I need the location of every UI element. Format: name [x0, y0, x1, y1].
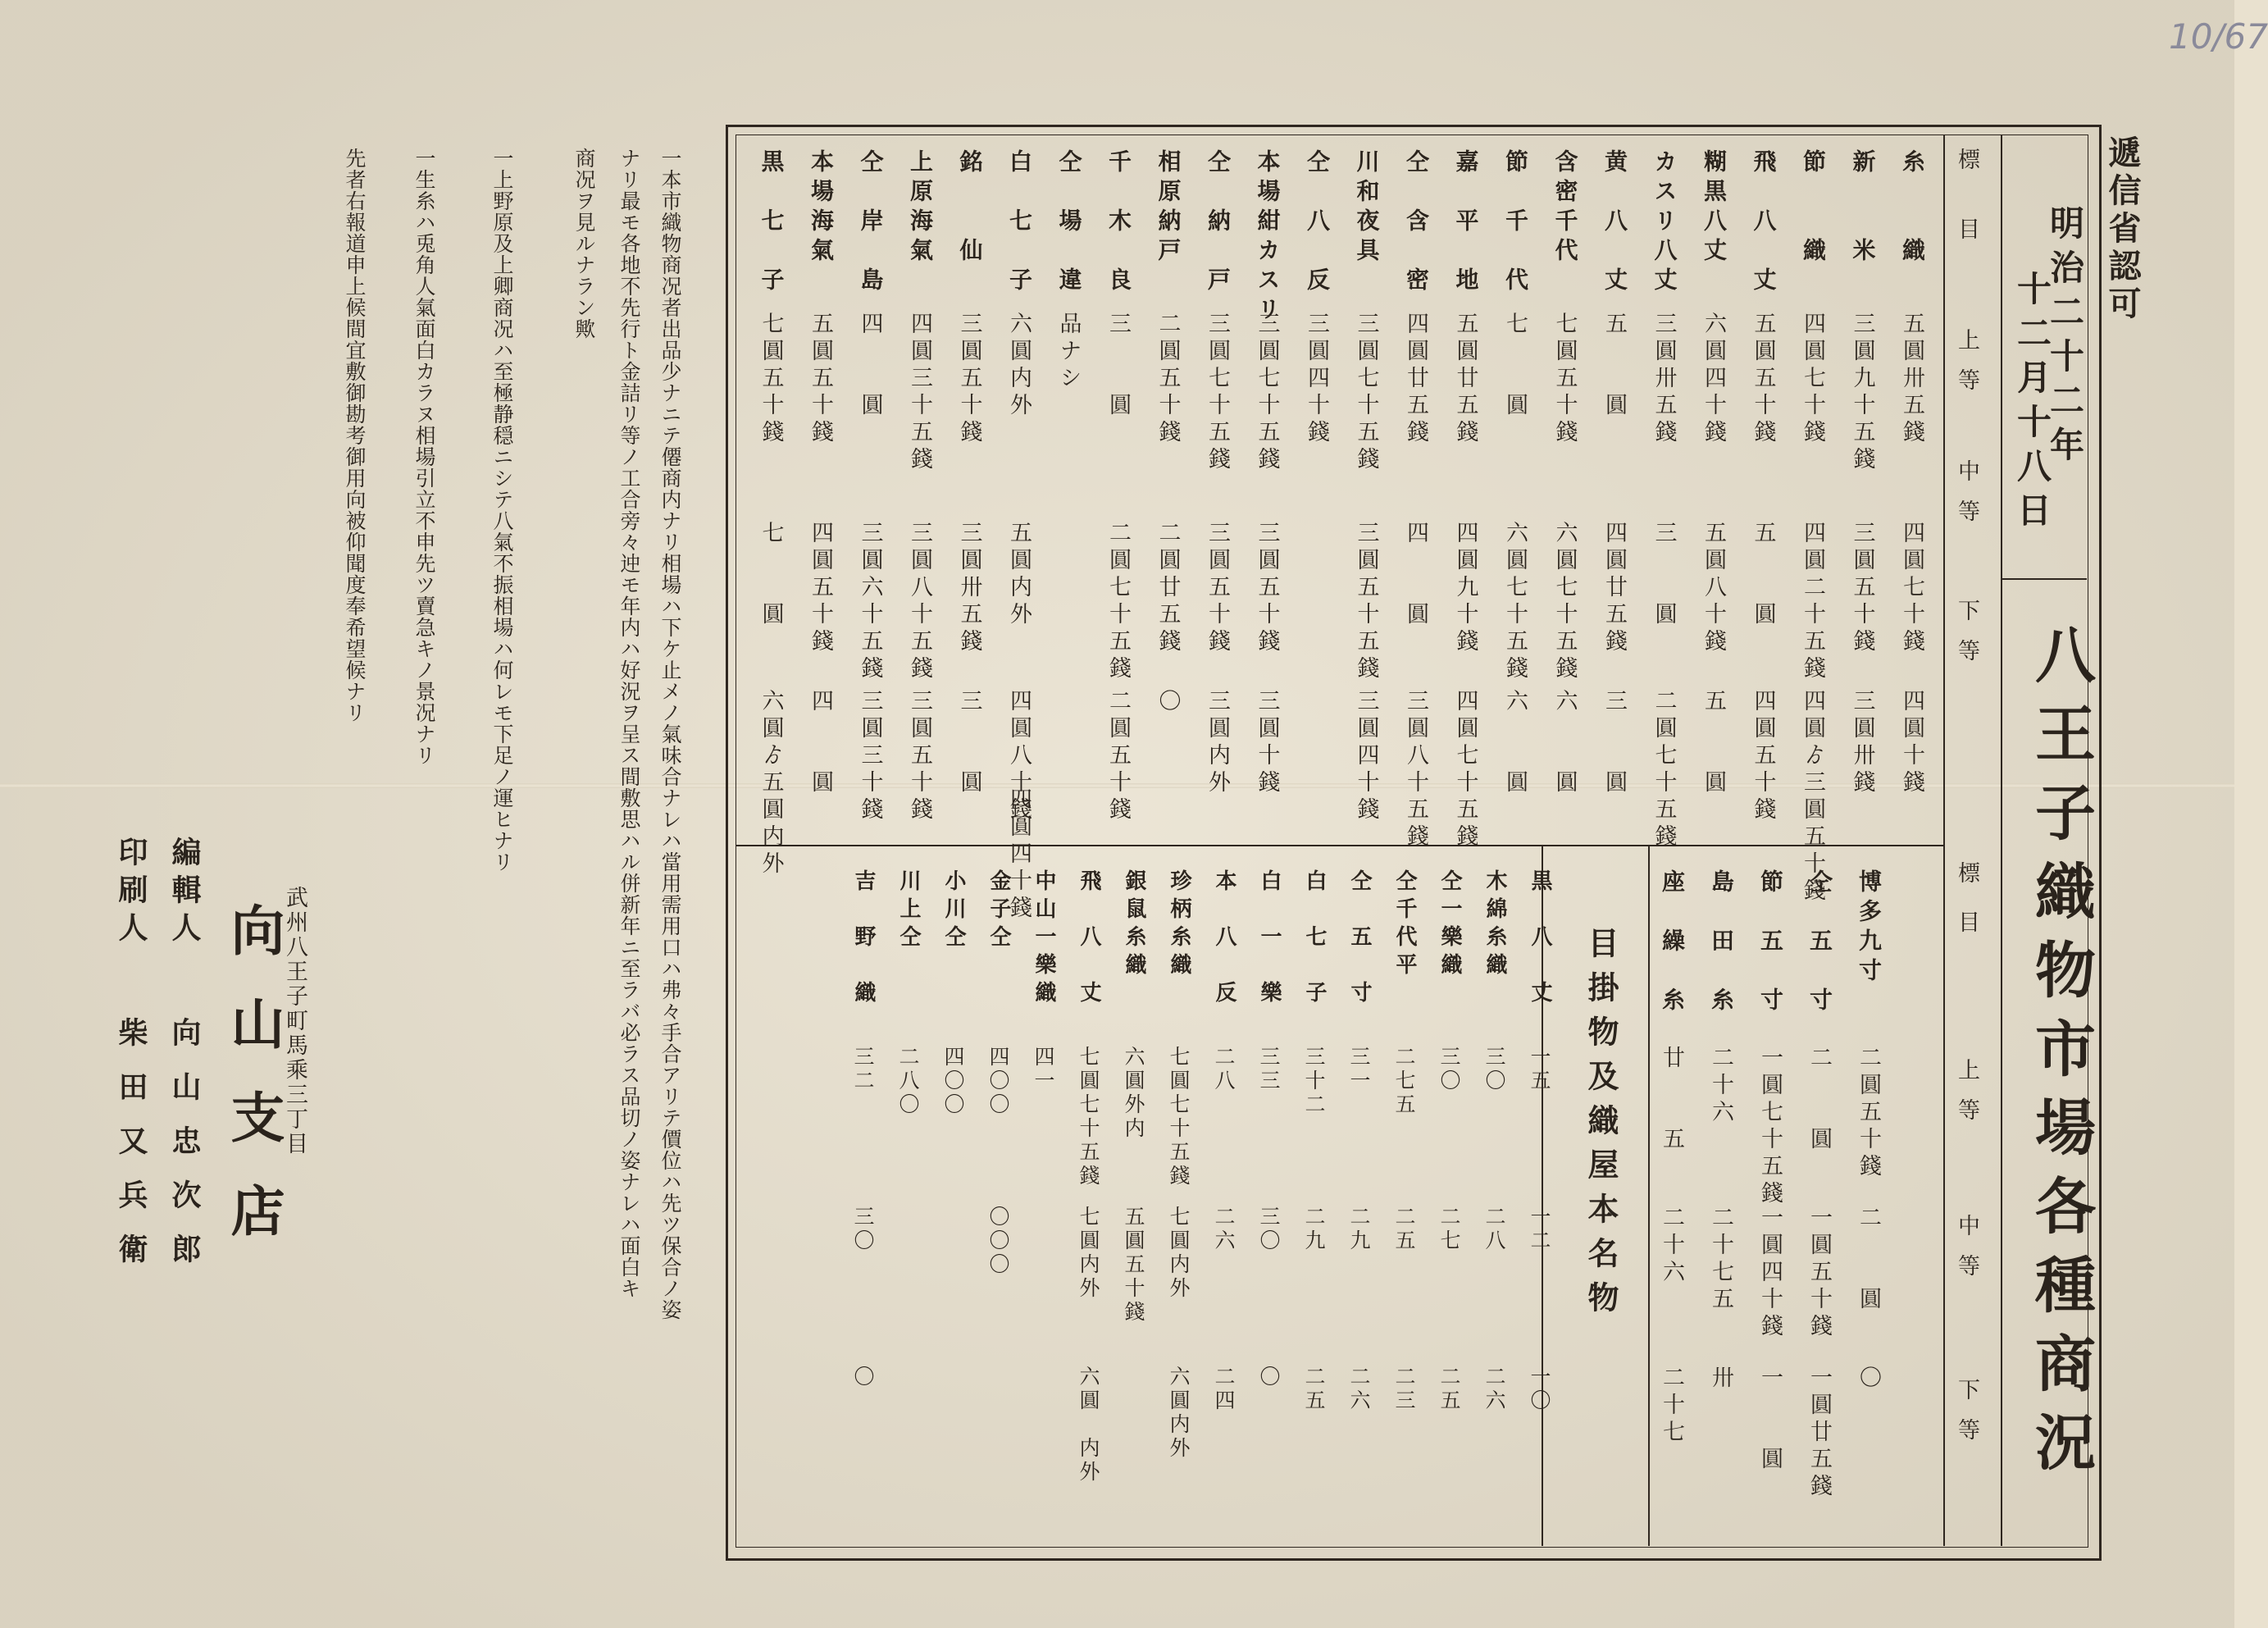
- lower-left-row-name: 仝千代平: [1392, 869, 1417, 981]
- lower-left-row-value: 二八〇: [896, 1046, 920, 1117]
- upper-row-value: 三圓九十五錢: [1849, 312, 1875, 474]
- note-line: 一本市織物商况者出品少ナニテ僊商内ナリ相場ハ下ケ止メノ氣味合ナレハ當用需用口ハ弗々手合アリテ價位ハ先ツ保合ノ姿: [658, 148, 682, 1320]
- lower-left-row-value: 二六: [1482, 1366, 1506, 1413]
- upper-row-name: 糊黒八丈: [1701, 149, 1728, 267]
- lower-left-row-name: 飛 八 丈: [1077, 869, 1101, 1009]
- lower-left-row-name: 白 一 樂: [1257, 869, 1282, 1009]
- lower-left-row-name: 中山一樂織: [1032, 869, 1056, 1009]
- note-line: 一上野原及上卿商况ハ至極静穏ニシテ八氣不振相場ハ何レモ下足ノ運ヒナリ: [490, 148, 514, 873]
- upper-row-value: 六 圓: [1551, 689, 1578, 797]
- lower-right-row-value: 一圓四十錢: [1757, 1206, 1783, 1341]
- lower-header-cell: 上等: [1954, 1058, 1979, 1138]
- upper-row-value: 五圓八十錢: [1701, 521, 1726, 656]
- upper-row-value: 五圓五十錢: [808, 312, 833, 447]
- printer-name: 柴田又兵衛: [114, 1017, 148, 1288]
- upper-row-name: 節 織: [1800, 149, 1827, 267]
- lower-left-row-value: 二九: [1302, 1206, 1326, 1253]
- lower-header-cell: 中等: [1954, 1214, 1979, 1294]
- upper-header-cell: 目: [1954, 217, 1979, 258]
- upper-row-name: 黒 七 子: [758, 149, 786, 297]
- upper-row-value: 三圓六十五錢: [857, 521, 883, 683]
- lower-left-row-value: 六圓 内外: [1077, 1366, 1100, 1484]
- section-divider: [736, 845, 1943, 846]
- upper-row-value: 三圓十錢: [1254, 689, 1280, 797]
- upper-row-value: 五圓五十錢: [1750, 312, 1776, 447]
- upper-row-name: 仝 納 戸: [1205, 149, 1232, 297]
- upper-row-value: 四圓九十錢: [1452, 521, 1478, 656]
- upper-row-value: 三圓五十錢: [907, 689, 932, 824]
- upper-row-value: 四 圓: [1403, 521, 1428, 629]
- upper-row-value: 三圓内外: [1205, 689, 1230, 797]
- date-era: 明治二十二年: [2045, 205, 2085, 471]
- upper-row-value: 三圓四十錢: [1304, 312, 1329, 447]
- upper-row-value: 七 圓: [1502, 312, 1528, 420]
- upper-row-value: 六圓七十五錢: [1502, 521, 1528, 683]
- lower-left-row-value: 二五: [1392, 1206, 1416, 1253]
- upper-row-name: 銘 仙: [956, 149, 984, 267]
- upper-row-value: 三 圓: [1651, 521, 1677, 629]
- pencil-mark: 10/67: [2169, 16, 2268, 57]
- lower-right-row-value: 一 圓: [1757, 1366, 1783, 1474]
- lower-left-row-value: 六圓内外: [1167, 1366, 1191, 1461]
- upper-row-name: 白 七 子: [1006, 149, 1033, 297]
- lower-header-cell: 標: [1954, 861, 1979, 901]
- lower-left-row-value: 七圓七十五錢: [1077, 1046, 1100, 1188]
- lower-left-row-value: 七圓内外: [1167, 1206, 1191, 1301]
- title-divider: [2001, 135, 2002, 1546]
- lower-left-row-value: 三〇: [1257, 1206, 1281, 1253]
- upper-row-name: 仝 岸 島: [857, 149, 885, 297]
- lower-right-row-value: 一圓五十錢: [1806, 1206, 1832, 1341]
- upper-row-name: 飛 八 丈: [1750, 149, 1778, 297]
- upper-row-value: 〇: [1154, 689, 1181, 716]
- printer-label: 印刷人: [114, 837, 148, 950]
- upper-row-value: 三圓卅五錢: [956, 521, 982, 656]
- lower-left-row-value: 二七: [1437, 1206, 1461, 1253]
- upper-row-name: 新 米: [1849, 149, 1877, 267]
- upper-row-value: 四圓廿五錢: [1403, 312, 1428, 447]
- lower-right-row-name: 節 五 寸: [1757, 869, 1784, 1017]
- upper-row-value: 三圓五十錢: [1254, 521, 1280, 656]
- lower-right-row-value: 二 圓: [1856, 1206, 1881, 1314]
- header-divider: [1943, 135, 1945, 1546]
- lower-left-row-value: 一二: [1528, 1206, 1551, 1253]
- lower-left-row-value: 二五: [1437, 1366, 1461, 1413]
- upper-row-value: 四圓二十五錢: [1800, 521, 1825, 683]
- upper-row-name: 本場海氣: [808, 149, 835, 267]
- lower-left-row-value: 二六: [1212, 1206, 1236, 1253]
- upper-row-value: 三圓八十五錢: [907, 521, 932, 683]
- upper-row-value: 品ナシ: [1055, 312, 1082, 393]
- publisher-name: 向山支店: [221, 902, 285, 1276]
- lower-left-row-value: 三〇: [851, 1206, 875, 1253]
- upper-row-name: 嘉 平 地: [1452, 149, 1480, 297]
- lower-left-row-name: 木綿糸織: [1482, 869, 1507, 981]
- lower-left-row-name: 川上仝: [896, 869, 921, 953]
- lower-left-row-value: 一五: [1528, 1046, 1551, 1093]
- lower-left-row-value: 三〇: [1437, 1046, 1461, 1093]
- upper-row-name: 黄 八 丈: [1601, 149, 1628, 297]
- upper-row-name: 仝 含 密: [1403, 149, 1430, 297]
- upper-row-name: 仝 八 反: [1304, 149, 1331, 297]
- lower-left-row-value: 三二: [851, 1046, 875, 1093]
- note-line: ナリ最モ各地不先行ト金詰リ等ノ工合旁々迚モ年内ハ好況ヲ呈ス間敷思ハル併新年ニ至ラバ必ラス品切ノ姿ナレハ面白キ: [617, 148, 641, 1299]
- lower-left-row-value: 〇〇〇: [986, 1206, 1010, 1277]
- lower-left-row-name: 白 七 子: [1302, 869, 1327, 1009]
- upper-row-value: 三圓五十錢: [956, 312, 982, 447]
- upper-header-cell: 上等: [1954, 328, 1979, 408]
- lower-right-row-value: 二十七: [1659, 1366, 1684, 1447]
- editor-name: 向山忠次郎: [167, 1017, 202, 1288]
- lower-left-row-value: 〇: [1257, 1366, 1281, 1389]
- upper-row-value: 四圓四十錢: [1006, 787, 1032, 923]
- upper-row-value: 五 圓: [1701, 689, 1726, 797]
- upper-row-value: 三圓三十錢: [857, 689, 883, 824]
- lower-right-row-value: 二十六: [1659, 1206, 1684, 1287]
- upper-row-value: 四圓七十五錢: [1452, 689, 1478, 851]
- lower-section-title: 目掛物及織屋本名物: [1583, 927, 1619, 1325]
- upper-row-value: 三 圓: [1105, 312, 1131, 420]
- lower-left-row-value: 四〇〇: [941, 1046, 965, 1117]
- lower-left-row-name: 銀鼠糸織: [1122, 869, 1146, 981]
- lower-header-cell: 下等: [1954, 1378, 1979, 1458]
- upper-row-value: 四圓十錢: [1899, 689, 1924, 797]
- upper-row-value: 三圓七十五錢: [1205, 312, 1230, 474]
- upper-row-value: 三圓八十五錢: [1403, 689, 1428, 851]
- upper-row-value: 三圓五十錢: [1205, 521, 1230, 656]
- upper-row-name: 節 千 代: [1502, 149, 1529, 297]
- lower-left-row-value: 二七五: [1392, 1046, 1416, 1117]
- upper-row-value: 七圓五十錢: [1551, 312, 1578, 447]
- upper-row-value: 五 圓: [1601, 312, 1627, 420]
- upper-row-value: 四圓八十錢: [1006, 689, 1032, 824]
- lower-right-row-name: 座 繰 糸: [1659, 869, 1686, 1017]
- lower-left-row-value: 二六: [1347, 1366, 1371, 1413]
- upper-row-value: 三圓卅錢: [1849, 689, 1875, 797]
- lower-left-row-value: 七圓内外: [1077, 1206, 1100, 1301]
- date-divider: [2001, 578, 2087, 580]
- upper-row-value: 三圓四十錢: [1353, 689, 1379, 824]
- upper-row-value: 六 圓: [1502, 689, 1528, 797]
- upper-row-value: 四圓廿五錢: [1601, 521, 1627, 656]
- lower-left-row-value: 五圓五十錢: [1122, 1206, 1145, 1325]
- lower-left-row-name: 金子仝: [986, 869, 1011, 953]
- lower-left-row-name: 仝 五 寸: [1347, 869, 1372, 1009]
- lower-left-row-value: 二九: [1347, 1206, 1371, 1253]
- lower-header-cell: 目: [1954, 910, 1979, 951]
- lower-left-row-value: 〇: [851, 1366, 875, 1389]
- upper-row-value: 三 圓: [956, 689, 982, 797]
- lower-left-row-value: 二三: [1392, 1366, 1416, 1413]
- upper-row-value: 三圓七十五錢: [1353, 312, 1379, 474]
- lower-right-row-value: 二十六: [1708, 1046, 1733, 1127]
- lower-right-row-name: 仝 五 寸: [1806, 869, 1833, 1017]
- note-line: 一生糸ハ兎角人氣面白カラヌ相場引立不申先ツ賣急キノ景况ナリ: [412, 148, 436, 766]
- lower-right-row-value: 二 圓: [1806, 1046, 1832, 1154]
- approval-text: 遞信省認可: [2103, 135, 2142, 324]
- page-title: 八王子織物市場各種商況: [2025, 623, 2096, 1489]
- lower-left-row-value: 六圓外内: [1122, 1046, 1145, 1141]
- upper-header-cell: 下等: [1954, 599, 1979, 679]
- upper-row-value: 七 圓: [758, 521, 784, 629]
- note-line: 先者右報道申上候間宜敷御勘考御用向被仰聞度奉希望候ナリ: [343, 148, 367, 723]
- lower-left-row-name: 仝一樂織: [1437, 869, 1462, 981]
- upper-row-value: 二圓七十五錢: [1651, 689, 1677, 851]
- upper-row-value: 五圓卅五錢: [1899, 312, 1924, 447]
- upper-row-value: 二圓五十錢: [1154, 312, 1181, 447]
- upper-row-name: 川和夜具: [1353, 149, 1381, 267]
- lower-left-row-value: 二八: [1482, 1206, 1506, 1253]
- upper-row-value: 三 圓: [1601, 689, 1627, 797]
- upper-row-value: 三圓卅五錢: [1651, 312, 1677, 447]
- lower-left-row-value: 二八: [1212, 1046, 1236, 1093]
- upper-row-value: 五圓廿五錢: [1452, 312, 1478, 447]
- lower-right-row-value: 廿 五: [1659, 1046, 1684, 1154]
- upper-row-value: 四圓三十五錢: [907, 312, 932, 474]
- upper-row-value: 四圓七十錢: [1800, 312, 1825, 447]
- lower-right-row-value: 卅: [1708, 1366, 1733, 1393]
- upper-row-value: 四圓五十錢: [808, 521, 833, 656]
- lower-right-row-value: 二圓五十錢: [1856, 1046, 1881, 1181]
- upper-row-value: 六圓ゟ五圓内外: [758, 689, 784, 878]
- upper-row-value: 五圓内外: [1006, 521, 1032, 629]
- upper-row-value: 六圓内外: [1006, 312, 1032, 420]
- upper-row-value: 六圓七十五錢: [1551, 521, 1578, 683]
- lower-left-row-value: 四一: [1032, 1046, 1055, 1093]
- lower-left-row-name: 小川仝: [941, 869, 966, 953]
- publisher-address: 武州八王子町馬乘三丁目: [282, 886, 307, 1156]
- lower-right-row-value: 一圓廿五錢: [1806, 1366, 1832, 1501]
- upper-row-name: カスリ八丈: [1651, 149, 1678, 297]
- upper-row-name: 相原納戸: [1154, 149, 1182, 267]
- lower-right-row-value: 〇: [1856, 1366, 1881, 1393]
- upper-row-value: 三圓五十錢: [1849, 521, 1875, 656]
- upper-row-value: 二圓五十錢: [1105, 689, 1131, 824]
- lower-left-row-value: 一〇: [1528, 1366, 1551, 1413]
- note-line: 商况ヲ見ルナラン歟: [572, 148, 596, 340]
- lower-left-row-value: 三十二: [1302, 1046, 1326, 1117]
- lower-left-row-name: 珍柄糸織: [1167, 869, 1191, 981]
- date-day: 十二月十八日: [2012, 271, 2052, 536]
- lower-right-row-value: 二十七五: [1708, 1206, 1733, 1314]
- lower-left-row-value: 三三: [1257, 1046, 1281, 1093]
- lower-left-row-value: 四〇〇: [986, 1046, 1010, 1117]
- upper-row-value: 四圓五十錢: [1750, 689, 1776, 824]
- upper-row-value: 三圓五十五錢: [1353, 521, 1379, 683]
- lower-left-row-name: 本 八 反: [1212, 869, 1236, 1009]
- lower-left-row-value: 三一: [1347, 1046, 1371, 1093]
- upper-row-name: 仝 場 違: [1055, 149, 1083, 297]
- lower-left-row-name: 吉 野 織: [851, 869, 876, 1009]
- lower-right-row-name: 博多九寸: [1856, 869, 1883, 987]
- editor-label: 編輯人: [167, 837, 202, 950]
- lower-right-row-name: 島 田 糸: [1708, 869, 1735, 1017]
- upper-row-value: 七圓五十錢: [758, 312, 784, 447]
- upper-row-name: 上原海氣: [907, 149, 934, 267]
- upper-header-cell: 中等: [1954, 459, 1979, 540]
- lower-left-row-name: 黒 八 丈: [1528, 869, 1552, 1009]
- lower-title-divider: [1648, 845, 1650, 1546]
- upper-row-name: 糸 織: [1899, 149, 1926, 267]
- upper-row-value: 二圓七十五錢: [1105, 521, 1131, 683]
- upper-row-name: 千 木 良: [1105, 149, 1132, 297]
- upper-row-name: 含密千代: [1551, 149, 1579, 267]
- lower-left-row-value: 二四: [1212, 1366, 1236, 1413]
- upper-row-value: 四圓七十錢: [1899, 521, 1924, 656]
- upper-row-name: 本場紺カスリ: [1254, 149, 1282, 326]
- lower-left-row-value: 二五: [1302, 1366, 1326, 1413]
- upper-row-value: 五 圓: [1750, 521, 1776, 629]
- upper-row-value: 六圓四十錢: [1701, 312, 1726, 447]
- upper-row-value: 四 圓: [808, 689, 833, 797]
- lower-left-row-value: 三〇: [1482, 1046, 1506, 1093]
- upper-row-value: 三圓七十五錢: [1254, 312, 1280, 474]
- upper-header-cell: 標: [1954, 148, 1979, 188]
- upper-row-value: 四 圓: [857, 312, 883, 420]
- upper-row-value: 二圓廿五錢: [1154, 521, 1181, 656]
- lower-left-row-value: 七圓七十五錢: [1167, 1046, 1191, 1188]
- upper-row-value: 四圓ゟ三圓五十錢: [1800, 689, 1825, 905]
- lower-right-row-value: 一圓七十五錢: [1757, 1046, 1783, 1208]
